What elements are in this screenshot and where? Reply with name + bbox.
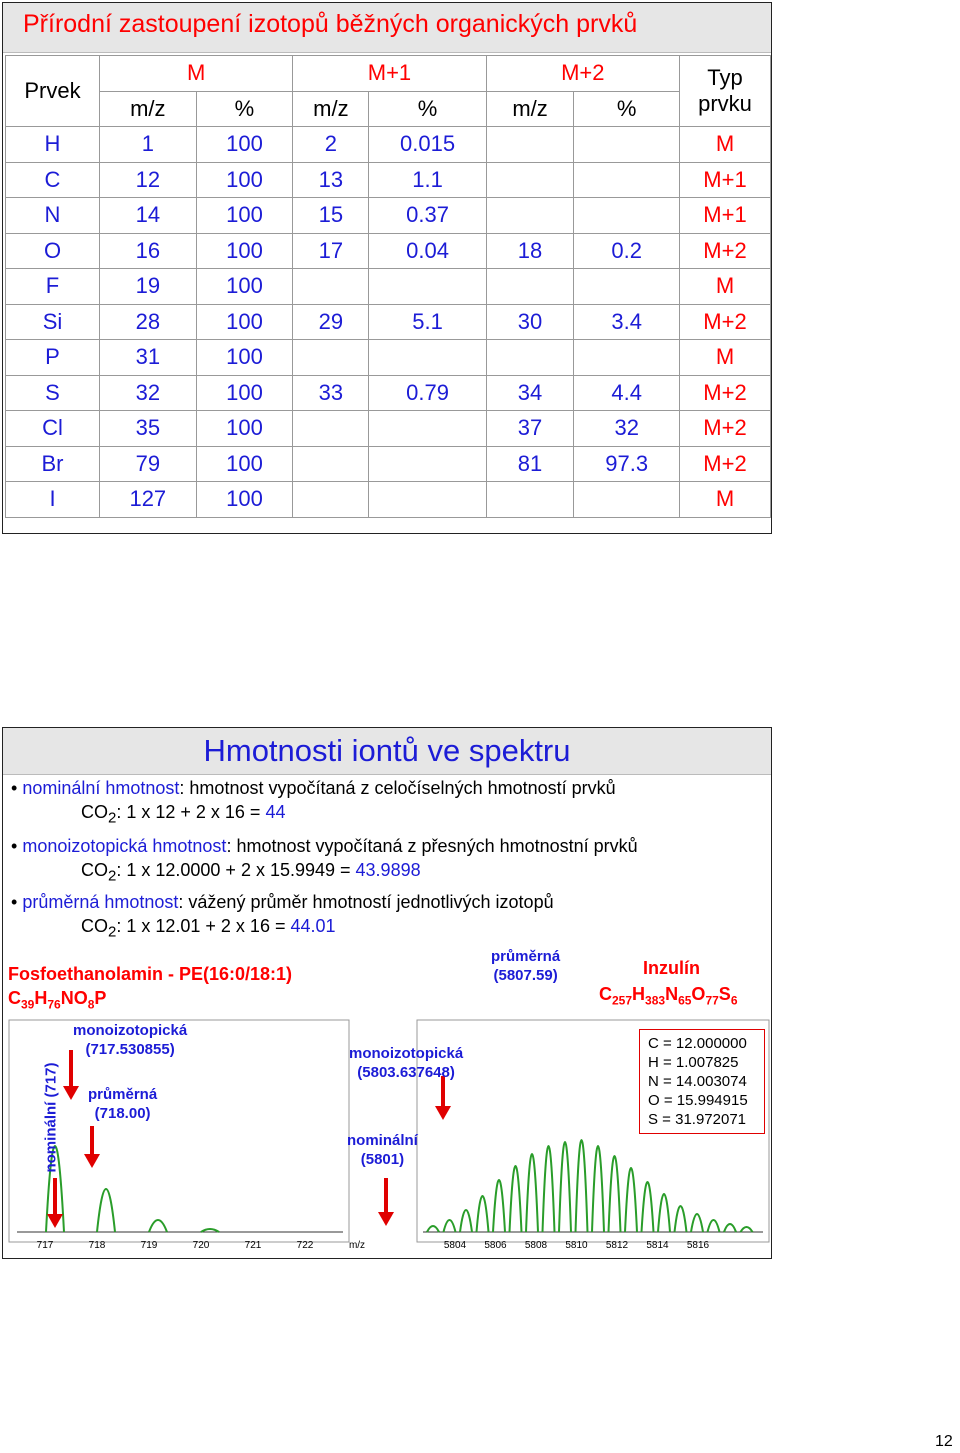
formula-co: CO	[81, 916, 108, 936]
header-pct: %	[369, 91, 486, 127]
label-avg2-text: průměrná	[491, 948, 561, 965]
cell-value: 1.1	[369, 162, 486, 198]
cell-value: 0.04	[369, 233, 486, 269]
cell-value: 100	[196, 127, 293, 163]
calc-result: 44.01	[290, 916, 336, 936]
cell-value: 0.37	[369, 198, 486, 234]
cell-value: 81	[486, 446, 574, 482]
label-avg2	[491, 947, 560, 985]
cell-value: 14	[100, 198, 197, 234]
cell-value	[486, 127, 574, 163]
atomic-masses-list	[648, 1034, 756, 1129]
compound-insulin-formula: $C_{257}H_{383}N_{65}O_{77}S_6$	[599, 984, 738, 1008]
cell-value: 2	[293, 127, 369, 163]
table-subheader-row	[6, 91, 771, 127]
cell-value	[293, 411, 369, 447]
cell-value: 12	[100, 162, 197, 198]
tick-label: m/z	[348, 1240, 366, 1251]
cell-value: 34	[486, 375, 574, 411]
calc-text: : 1 x 12.0000 + 2 x 15.9949 =	[116, 860, 356, 880]
cell-value: 97.3	[574, 446, 680, 482]
cell-value: 0.015	[369, 127, 486, 163]
formula-co: CO	[81, 802, 108, 822]
cell-value: 35	[100, 411, 197, 447]
cell-value: 28	[100, 304, 197, 340]
cell-value: 15	[293, 198, 369, 234]
cell-value: 3.4	[574, 304, 680, 340]
label-mono1-text: monoizotopická	[73, 1022, 188, 1039]
tick-label: 719	[140, 1240, 158, 1251]
slide-title: Hmotnosti iontů ve spektru	[3, 728, 771, 775]
cell-value	[486, 269, 574, 305]
cell-value: 37	[486, 411, 574, 447]
formula-co: CO	[81, 860, 108, 880]
atomic-mass-item: H = 1.007825	[648, 1054, 739, 1071]
cell-value: 100	[196, 482, 293, 518]
cell-type: M+1	[680, 198, 771, 234]
label-mono1	[73, 1021, 187, 1059]
header-type: Typ prvku	[680, 56, 771, 127]
header-mz: m/z	[293, 91, 369, 127]
header-m: M	[100, 56, 293, 92]
cell-value: 18	[486, 233, 574, 269]
cell-value: 16	[100, 233, 197, 269]
cell-value: 100	[196, 446, 293, 482]
label-nominal-717	[41, 1048, 61, 1188]
table-row	[6, 198, 771, 234]
cell-value: 30	[486, 304, 574, 340]
atomic-mass-item: O = 15.994915	[648, 1092, 748, 1109]
tick-label: 720	[192, 1240, 210, 1251]
cell-element: Br	[6, 446, 100, 482]
calc-text: : 1 x 12 + 2 x 16 =	[116, 802, 266, 822]
cell-element: N	[6, 198, 100, 234]
cell-value	[293, 482, 369, 518]
formula-subscript: 2	[108, 867, 117, 885]
cell-element: C	[6, 162, 100, 198]
compound-pe-formula: $C_{39}H_{76}NO_8P$	[8, 988, 107, 1012]
cell-value: 100	[196, 162, 293, 198]
term-average: průměrná hmotnost	[22, 892, 179, 912]
cell-element: S	[6, 375, 100, 411]
cell-value	[293, 340, 369, 376]
label-nom2-value: (5801)	[360, 1151, 405, 1168]
cell-value	[574, 340, 680, 376]
cell-value	[293, 269, 369, 305]
bullet-dot: •	[11, 778, 18, 798]
cell-value	[486, 482, 574, 518]
tick-label: 5804	[443, 1240, 467, 1251]
cell-type: M	[680, 127, 771, 163]
header-mz: m/z	[486, 91, 574, 127]
cell-type: M	[680, 340, 771, 376]
table-row	[6, 375, 771, 411]
cell-value: 100	[196, 340, 293, 376]
table-row	[6, 411, 771, 447]
cell-value: 100	[196, 304, 293, 340]
table-row	[6, 233, 771, 269]
label-avg1	[88, 1085, 157, 1123]
cell-value: 100	[196, 375, 293, 411]
header-m1: M+1	[293, 56, 486, 92]
cell-value	[293, 446, 369, 482]
atomic-mass-item: S = 31.972071	[648, 1111, 747, 1128]
compound-insulin-name: Inzulín	[643, 958, 700, 978]
slide-title: Přírodní zastoupení izotopů běžných organických prvků	[3, 3, 771, 53]
tick-label: 718	[88, 1240, 106, 1251]
cell-value	[574, 482, 680, 518]
label-nom2-text: nominální	[347, 1132, 418, 1149]
cell-value: 13	[293, 162, 369, 198]
tick-label: 5812	[605, 1240, 629, 1251]
cell-value: 0.79	[369, 375, 486, 411]
header-mz: m/z	[100, 91, 197, 127]
bullet-average	[11, 892, 554, 913]
table-row	[6, 340, 771, 376]
calc-nominal	[81, 802, 285, 827]
tick-label: 721	[244, 1240, 262, 1251]
definition-monoisotopic: : hmotnost vypočítaná z přesných hmotnostní prvků	[226, 836, 638, 856]
table-row	[6, 127, 771, 163]
calc-result: 43.9898	[355, 860, 421, 880]
cell-element: F	[6, 269, 100, 305]
label-mono2-value: (5803.637648)	[357, 1064, 455, 1081]
cell-value: 29	[293, 304, 369, 340]
cell-type: M+2	[680, 446, 771, 482]
table-row	[6, 162, 771, 198]
calc-result: 44	[265, 802, 286, 822]
bullet-nominal	[11, 778, 616, 799]
table-row	[6, 482, 771, 518]
cell-value	[574, 198, 680, 234]
term-nominal: nominální hmotnost	[22, 778, 180, 798]
atomic-mass-item: C = 12.000000	[648, 1035, 747, 1052]
cell-type: M	[680, 269, 771, 305]
cell-value: 17	[293, 233, 369, 269]
table-header-row	[6, 56, 771, 92]
page-number: 12	[935, 1433, 953, 1450]
atomic-mass-item: N = 14.003074	[648, 1073, 747, 1090]
label-avg2-value: (5807.59)	[493, 967, 558, 984]
cell-value	[369, 482, 486, 518]
label-nominal-717-text: nominální (717)	[42, 1062, 60, 1173]
formula-subscript: 2	[108, 809, 117, 827]
cell-element: Cl	[6, 411, 100, 447]
cell-type: M+2	[680, 233, 771, 269]
cell-value: 33	[293, 375, 369, 411]
cell-value	[369, 411, 486, 447]
cell-element: P	[6, 340, 100, 376]
cell-type: M+1	[680, 162, 771, 198]
atomic-masses-box	[639, 1029, 765, 1134]
header-m2: M+2	[486, 56, 679, 92]
formula-subscript: 2	[108, 923, 117, 941]
term-monoisotopic: monoizotopická hmotnost	[22, 836, 227, 856]
cell-value: 100	[196, 269, 293, 305]
cell-value	[574, 127, 680, 163]
calc-average	[81, 916, 336, 941]
cell-value: 4.4	[574, 375, 680, 411]
isotope-table-body	[6, 127, 771, 518]
cell-value	[369, 269, 486, 305]
cell-value: 32	[574, 411, 680, 447]
cell-value: 100	[196, 233, 293, 269]
cell-element: Si	[6, 304, 100, 340]
label-mono2-text: monoizotopická	[349, 1045, 464, 1062]
bullet-dot: •	[11, 836, 18, 856]
cell-value: 100	[196, 198, 293, 234]
header-pct: %	[574, 91, 680, 127]
cell-value: 100	[196, 411, 293, 447]
cell-value	[486, 198, 574, 234]
tick-label: 5816	[686, 1240, 710, 1251]
cell-value: 1	[100, 127, 197, 163]
label-avg1-text: průměrná	[88, 1086, 158, 1103]
cell-value	[486, 340, 574, 376]
slide-ion-masses	[2, 727, 772, 1259]
cell-value: 79	[100, 446, 197, 482]
table-row	[6, 269, 771, 305]
cell-type: M+2	[680, 375, 771, 411]
cell-value: 31	[100, 340, 197, 376]
tick-label: 5806	[484, 1240, 507, 1251]
arrow-nominal2-head	[378, 1212, 394, 1226]
definition-average: : vážený průměr hmotností jednotlivých izotopů	[178, 892, 554, 912]
label-mono1-value: (717.530855)	[85, 1041, 175, 1058]
tick-label: 722	[296, 1240, 314, 1251]
header-element: Prvek	[6, 56, 100, 127]
cell-value	[574, 162, 680, 198]
definition-nominal: : hmotnost vypočítaná z celočíselných hmotností prvků	[179, 778, 616, 798]
cell-element: I	[6, 482, 100, 518]
header-pct: %	[196, 91, 293, 127]
cell-type: M+2	[680, 304, 771, 340]
tick-label: 5808	[524, 1240, 548, 1251]
tick-label: 5814	[646, 1240, 669, 1251]
cell-value: 19	[100, 269, 197, 305]
cell-value	[369, 340, 486, 376]
cell-value: 0.2	[574, 233, 680, 269]
bullet-monoisotopic	[11, 836, 638, 857]
calc-text: : 1 x 12.01 + 2 x 16 =	[116, 916, 291, 936]
label-mono2	[349, 1044, 463, 1082]
tick-label: 717	[36, 1240, 54, 1251]
compound-pe-name: Fosfoethanolamin - PE(16:0/18:1)	[8, 964, 293, 984]
bullet-dot: •	[11, 892, 18, 912]
slide-isotopes	[2, 2, 772, 534]
table-row	[6, 446, 771, 482]
cell-value: 127	[100, 482, 197, 518]
label-avg1-value: (718.00)	[94, 1105, 151, 1122]
table-row	[6, 304, 771, 340]
label-nom2	[347, 1131, 418, 1169]
cell-value: 32	[100, 375, 197, 411]
cell-value	[486, 162, 574, 198]
isotope-table	[5, 55, 771, 518]
cell-element: O	[6, 233, 100, 269]
cell-value: 5.1	[369, 304, 486, 340]
calc-monoisotopic	[81, 860, 421, 885]
tick-label: 5810	[565, 1240, 588, 1251]
cell-value	[369, 446, 486, 482]
cell-element: H	[6, 127, 100, 163]
cell-type: M+2	[680, 411, 771, 447]
cell-value	[574, 269, 680, 305]
cell-type: M	[680, 482, 771, 518]
